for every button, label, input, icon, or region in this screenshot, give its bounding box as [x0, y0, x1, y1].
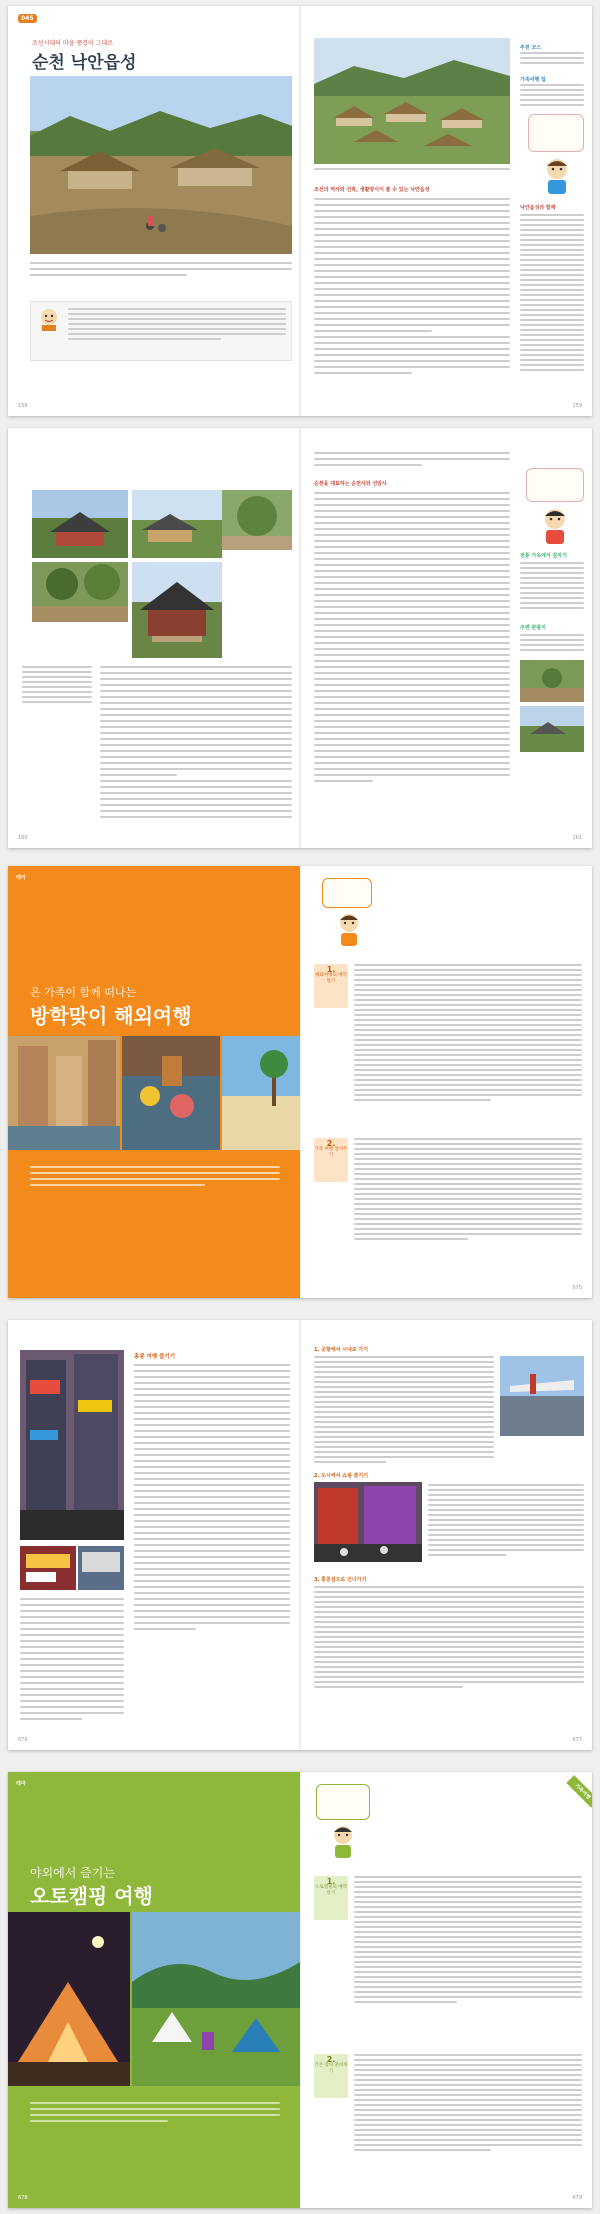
section-1-text — [354, 964, 582, 1104]
speech-bubble — [528, 114, 584, 152]
airport-photo — [500, 1356, 584, 1436]
page-158 — [8, 6, 300, 416]
section-box-1-label: 오토캠핑의 매력 알기 — [315, 1885, 347, 1896]
section-box-2-label: 기본 장비 준비하기 — [314, 2063, 348, 2074]
section-box-1-label: 해외여행의 매력 알기 — [315, 973, 347, 984]
info-box-text — [68, 308, 286, 343]
page-number-left: 676 — [18, 1737, 28, 1743]
body-text-left — [100, 666, 292, 822]
section-r1-text — [314, 1356, 494, 1466]
theme-tag: 테마 — [16, 875, 26, 881]
side-label-nearby-2: 주변 관광지 — [520, 625, 546, 631]
section-box-1-num: 1. — [326, 1877, 336, 1886]
side-text-tip — [520, 84, 584, 109]
chapter-badge: 045 — [18, 14, 37, 23]
side-photo-2 — [520, 706, 584, 752]
page-number-right: 679 — [572, 2195, 582, 2201]
section-r3-text — [314, 1586, 584, 1691]
section-box-1 — [314, 964, 348, 1008]
section-heading: 조선의 역사와 건축, 생활양식이 볼 수 있는 낙안읍성 — [314, 187, 430, 193]
hongkong-shop-photo — [78, 1546, 124, 1590]
title-line-1: 야외에서 즐기는 — [30, 1866, 115, 1880]
temple-photo-4 — [132, 562, 222, 658]
page-theme-travel — [8, 866, 300, 1298]
kicker: 온 가족이 함께 떠나는 — [30, 986, 137, 999]
page-159 — [300, 6, 592, 416]
character-icon — [36, 306, 62, 332]
speech-bubble-5 — [316, 1784, 370, 1820]
section-2-text — [354, 1138, 582, 1243]
section-box-2 — [314, 2054, 348, 2098]
side-label-nearby: 낙안읍성과 함께 — [520, 205, 556, 211]
page-number-left: 678 — [18, 2195, 28, 2201]
mascot-icon-3 — [334, 912, 364, 948]
temple-photo-5 — [222, 490, 292, 550]
page-number-right: 677 — [572, 1737, 582, 1743]
market-photo — [122, 1036, 220, 1150]
side-text-nearby-2 — [520, 634, 584, 654]
side-text-hanok — [520, 562, 584, 612]
page-number-right: 159 — [572, 403, 582, 409]
temple-photo-1 — [32, 490, 128, 558]
page-number-right: 675 — [572, 1285, 582, 1291]
theme-title — [30, 1000, 192, 1029]
venice-photo — [8, 1036, 120, 1150]
section-box-2-num: 2. — [326, 2055, 336, 2064]
page-title: 순천 낙안읍성 — [32, 53, 137, 73]
spread-3 — [8, 866, 592, 1298]
page-679 — [300, 1772, 592, 2208]
intro-text — [30, 1166, 280, 1190]
side-label-tip: 가족여행 팁 — [520, 77, 546, 83]
side-text-course — [520, 52, 584, 67]
corner-badge: 가족여행 — [566, 1775, 592, 1808]
temple-photo-2 — [132, 490, 222, 558]
section-2-text — [354, 2054, 582, 2154]
body-text-right — [314, 492, 510, 786]
side-photo-1 — [520, 660, 584, 702]
page-675 — [300, 866, 592, 1298]
side-label-course: 추천 코스 — [520, 45, 542, 51]
photo-caption — [30, 262, 292, 280]
hongkong-sign-photo — [20, 1546, 76, 1590]
shopping-street-photo — [314, 1482, 422, 1562]
section-heading-1: 순천을 대표하는 순천사와 선암사 — [314, 481, 387, 487]
beach-photo — [222, 1036, 300, 1150]
village-aerial-photo — [314, 38, 510, 164]
page-677 — [300, 1320, 592, 1750]
spread-1 — [8, 6, 592, 416]
section-box-2 — [314, 1138, 348, 1182]
body-text — [314, 198, 510, 378]
heading-r2: 2. 도시에서 쇼핑 즐기기 — [314, 1473, 369, 1479]
theme-title-part2: 해외여행 — [114, 1004, 192, 1028]
village-photo — [30, 76, 292, 254]
camping-field-photo — [132, 1912, 300, 2086]
theme-title-part1: 방학맞이 — [30, 1004, 115, 1028]
photo-caption-2 — [314, 168, 510, 174]
intro-text — [30, 2102, 280, 2126]
heading-r1: 1. 공항에서 시내로 가기 — [314, 1347, 369, 1353]
page-subtitle: 조선시대의 마을 풍경이 그대로 — [32, 40, 114, 47]
mascot-icon — [540, 156, 574, 196]
photo-captions — [22, 666, 92, 706]
page-678 — [8, 1772, 300, 2208]
page-number-left: 158 — [18, 403, 28, 409]
heading-left: 홍콩 여행 즐기기 — [134, 1354, 176, 1360]
title-line-2: 오토캠핑 여행 — [30, 1884, 153, 1908]
section-box-1-num: 1. — [326, 965, 336, 974]
hongkong-street-photo — [20, 1350, 124, 1540]
heading-r3: 3. 홍콩섬으로 건너가기 — [314, 1577, 367, 1583]
spread-5 — [8, 1772, 592, 2208]
body-text-left-2 — [20, 1598, 124, 1724]
page-676 — [8, 1320, 300, 1750]
spread-4 — [8, 1320, 592, 1750]
mascot-icon-5 — [328, 1824, 358, 1860]
body-text-left — [134, 1364, 290, 1634]
mascot-icon-2 — [538, 506, 572, 546]
temple-photo-3 — [32, 562, 128, 622]
section-box-2-num: 2. — [326, 1139, 336, 1148]
theme-tag: 테마 — [16, 1781, 26, 1787]
page-160 — [8, 428, 300, 848]
speech-bubble-2 — [526, 468, 584, 502]
body-text-top — [314, 452, 510, 470]
section-box-2-label: 가족 여행 알아두기 — [314, 1147, 348, 1158]
spread-2 — [8, 428, 592, 848]
section-1-text — [354, 1876, 582, 2006]
camping-tent-photo — [8, 1912, 130, 2086]
side-text-nearby — [520, 214, 584, 374]
section-box-1 — [314, 1876, 348, 1920]
page-number-right: 161 — [572, 835, 582, 841]
speech-bubble-3 — [322, 878, 372, 908]
page-number-left: 160 — [18, 835, 28, 841]
section-r2-text — [428, 1484, 584, 1559]
side-label-hanok: 전통 가옥에서 잠자기 — [520, 553, 567, 559]
page-161 — [300, 428, 592, 848]
